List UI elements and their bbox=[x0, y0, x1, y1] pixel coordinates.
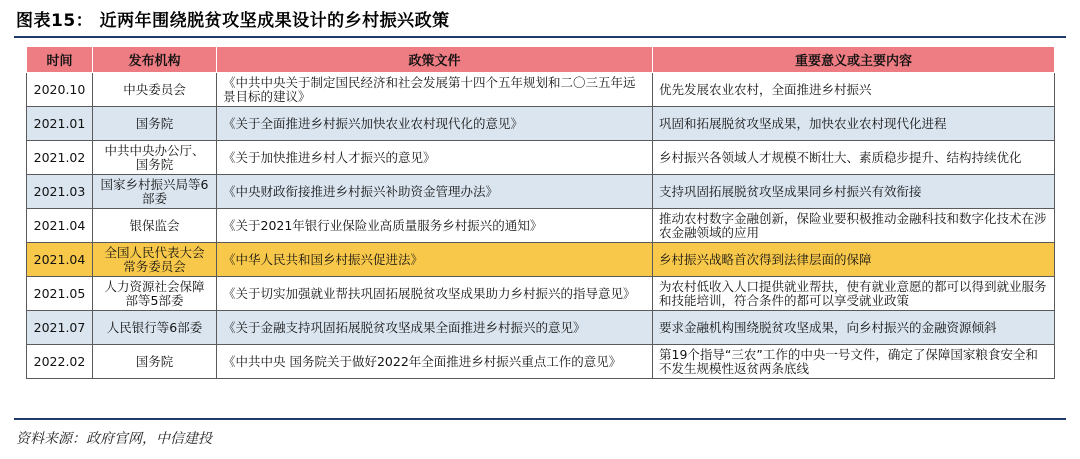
cell-time: 2021.07 bbox=[27, 311, 93, 345]
cell-doc: 《中共中央关于制定国民经济和社会发展第十四个五年规划和二〇三五年远景目标的建议》 bbox=[217, 73, 653, 107]
source-note: 资料来源：政府官网，中信建投 bbox=[16, 431, 212, 447]
table-row bbox=[27, 141, 1055, 175]
cell-org: 银保监会 bbox=[93, 209, 217, 243]
cell-doc: 《关于全面推进乡村振兴加快农业农村现代化的意见》 bbox=[217, 107, 653, 141]
cell-org: 人力资源社会保障部等5部委 bbox=[93, 277, 217, 311]
cell-doc: 《中共中央 国务院关于做好2022年全面推进乡村振兴重点工作的意见》 bbox=[217, 345, 653, 379]
table-row bbox=[27, 175, 1055, 209]
cell-doc: 《关于加快推进乡村人才振兴的意见》 bbox=[217, 141, 653, 175]
table-row bbox=[27, 73, 1055, 107]
cell-org: 中共中央办公厅、国务院 bbox=[93, 141, 217, 175]
cell-time: 2022.02 bbox=[27, 345, 93, 379]
table-row bbox=[27, 345, 1055, 379]
cell-time: 2021.04 bbox=[27, 209, 93, 243]
cell-time: 2021.02 bbox=[27, 141, 93, 175]
policy-table bbox=[26, 46, 1055, 379]
bottom-divider bbox=[14, 418, 1066, 420]
table-row bbox=[27, 311, 1055, 345]
cell-time: 2020.10 bbox=[27, 73, 93, 107]
table-row bbox=[27, 107, 1055, 141]
cell-time: 2021.01 bbox=[27, 107, 93, 141]
cell-doc: 《关于切实加强就业帮扶巩固拓展脱贫攻坚成果助力乡村振兴的指导意见》 bbox=[217, 277, 653, 311]
cell-org: 国务院 bbox=[93, 345, 217, 379]
header-org: 发布机构 bbox=[93, 47, 217, 73]
cell-significance: 要求金融机构围绕脱贫攻坚成果，向乡村振兴的金融资源倾斜 bbox=[653, 311, 1055, 345]
cell-org: 中央委员会 bbox=[93, 73, 217, 107]
cell-org: 全国人民代表大会常务委员会 bbox=[93, 243, 217, 277]
table-row bbox=[27, 277, 1055, 311]
cell-significance: 乡村振兴各领域人才规模不断壮大、素质稳步提升、结构持续优化 bbox=[653, 141, 1055, 175]
cell-time: 2021.04 bbox=[27, 243, 93, 277]
cell-significance: 优先发展农业农村，全面推进乡村振兴 bbox=[653, 73, 1055, 107]
cell-doc: 《中华人民共和国乡村振兴促进法》 bbox=[217, 243, 653, 277]
header-doc: 政策文件 bbox=[217, 47, 653, 73]
cell-doc: 《中央财政衔接推进乡村振兴补助资金管理办法》 bbox=[217, 175, 653, 209]
cell-significance: 为农村低收入人口提供就业帮扶，使有就业意愿的都可以得到就业服务和技能培训，符合条件的都可以享受就业政策 bbox=[653, 277, 1055, 311]
page-title: 图表15： 近两年围绕脱贫攻坚成果设计的乡村振兴政策 bbox=[16, 11, 450, 31]
top-divider bbox=[14, 36, 1066, 38]
table-row-highlighted bbox=[27, 243, 1055, 277]
header-significance: 重要意义或主要内容 bbox=[653, 47, 1055, 73]
cell-doc: 《关于2021年银行业保险业高质量服务乡村振兴的通知》 bbox=[217, 209, 653, 243]
table-header-row bbox=[27, 47, 1055, 73]
table-row bbox=[27, 209, 1055, 243]
cell-significance: 支持巩固拓展脱贫攻坚成果同乡村振兴有效衔接 bbox=[653, 175, 1055, 209]
cell-org: 国家乡村振兴局等6部委 bbox=[93, 175, 217, 209]
cell-time: 2021.03 bbox=[27, 175, 93, 209]
cell-significance: 乡村振兴战略首次得到法律层面的保障 bbox=[653, 243, 1055, 277]
cell-org: 人民银行等6部委 bbox=[93, 311, 217, 345]
cell-significance: 推动农村数字金融创新，保险业要积极推动金融科技和数字化技术在涉农金融领域的应用 bbox=[653, 209, 1055, 243]
cell-org: 国务院 bbox=[93, 107, 217, 141]
cell-doc: 《关于金融支持巩固拓展脱贫攻坚成果全面推进乡村振兴的意见》 bbox=[217, 311, 653, 345]
cell-significance: 巩固和拓展脱贫攻坚成果，加快农业农村现代化进程 bbox=[653, 107, 1055, 141]
cell-time: 2021.05 bbox=[27, 277, 93, 311]
header-time: 时间 bbox=[27, 47, 93, 73]
cell-significance: 第19个指导“三农”工作的中央一号文件，确定了保障国家粮食安全和不发生规模性返贫两条底线 bbox=[653, 345, 1055, 379]
